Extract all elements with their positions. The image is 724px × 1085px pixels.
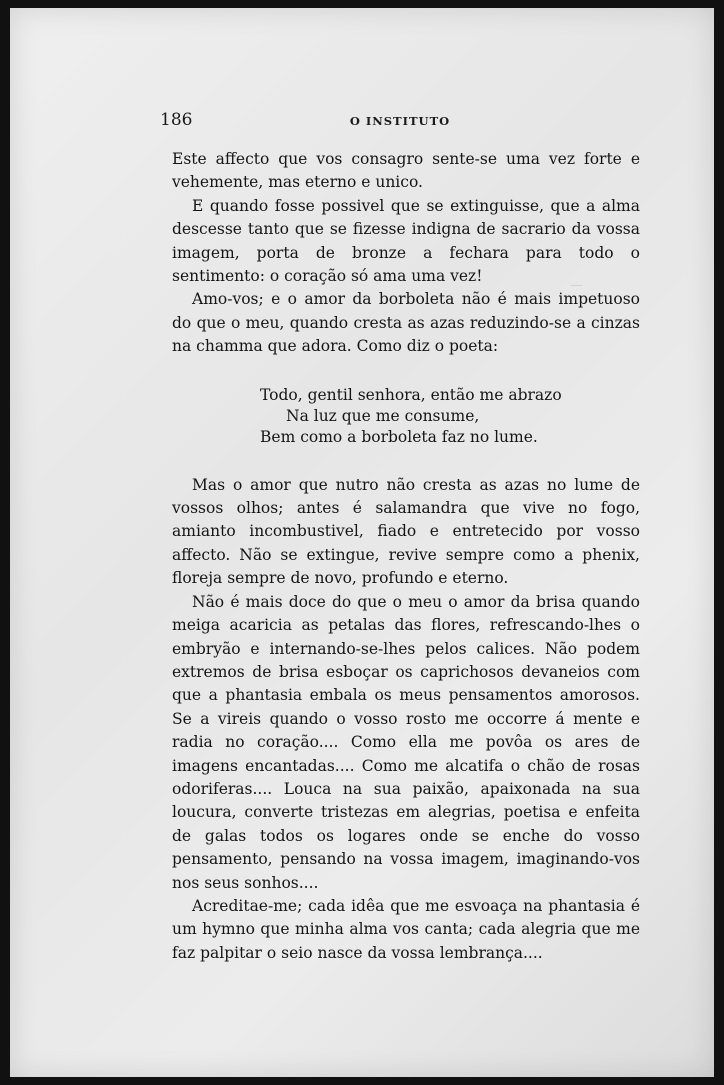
verse-line: Na luz que me consume, [286,406,480,425]
page-number: 186 [160,110,193,130]
paragraph: Mas o amor que nutro não cresta as azas no lume de vossos olhos; antes é salamandra que vive no fogo, amianto incombustivel, fiado e entretecido por vosso affecto. Não se extingue, revive sempre como a phenix, floreja sempre de novo, profundo e eterno. [172,475,640,588]
page-header [160,110,640,134]
verse-line: Bem como a borboleta faz no lume. [260,427,538,446]
verse-line: Todo, gentil senhora, então me abrazo [260,385,562,404]
paragraph: Este affecto que vos consagro sente-se uma vez forte e vehemente, mas eterno e unico. [172,150,640,192]
paragraph: E quando fosse possivel que se extinguisse, que a alma descesse tanto que se fizesse indigna de sacrario da vossa imagem, porta de bronze a fechara para todo o sentimento: o coração só ama uma vez! [172,196,640,286]
bleed-through-text: — [570,278,583,293]
paragraph: Não é mais doce do que o meu o amor da brisa quando meiga acaricia as petalas das flores, refrescando-lhes o embryão e internando-se-lhes pelos calices. Não podem extremos de brisa esboçar os caprichosos devaneios com que a phantasia embala os meus pensamentos amorosos. Se a vireis quando o vosso rosto me occorre á mente e radia no coração.... Como ella me povôa os ares de imagens encantadas.... Como me alcatifa o chão de rosas odoriferas.... Louca na sua paixão, apaixonada na sua loucura, converte tristezas em alegrias, poetisa e enfeita de galas todos os logares onde se enche do vosso pensamento, pensando na vossa imagem, imaginando-vos nos seus sonhos.... [172,592,640,892]
paragraph: Amo-vos; e o amor da borboleta não é mais impetuoso do que o meu, quando cresta as azas reduzindo-se a cinzas na chamma que adora. Como diz o poeta: [172,290,640,356]
body-text [172,148,640,965]
paragraph: Acreditae-me; cada idêa que me esvoaça na phantasia é um hymno que minha alma vos canta; cada alegria que me faz palpitar o seio nasce da vossa lembrança.... [172,896,640,962]
book-page [10,8,714,1077]
verse-quote [172,385,640,448]
running-title: O INSTITUTO [349,114,451,128]
